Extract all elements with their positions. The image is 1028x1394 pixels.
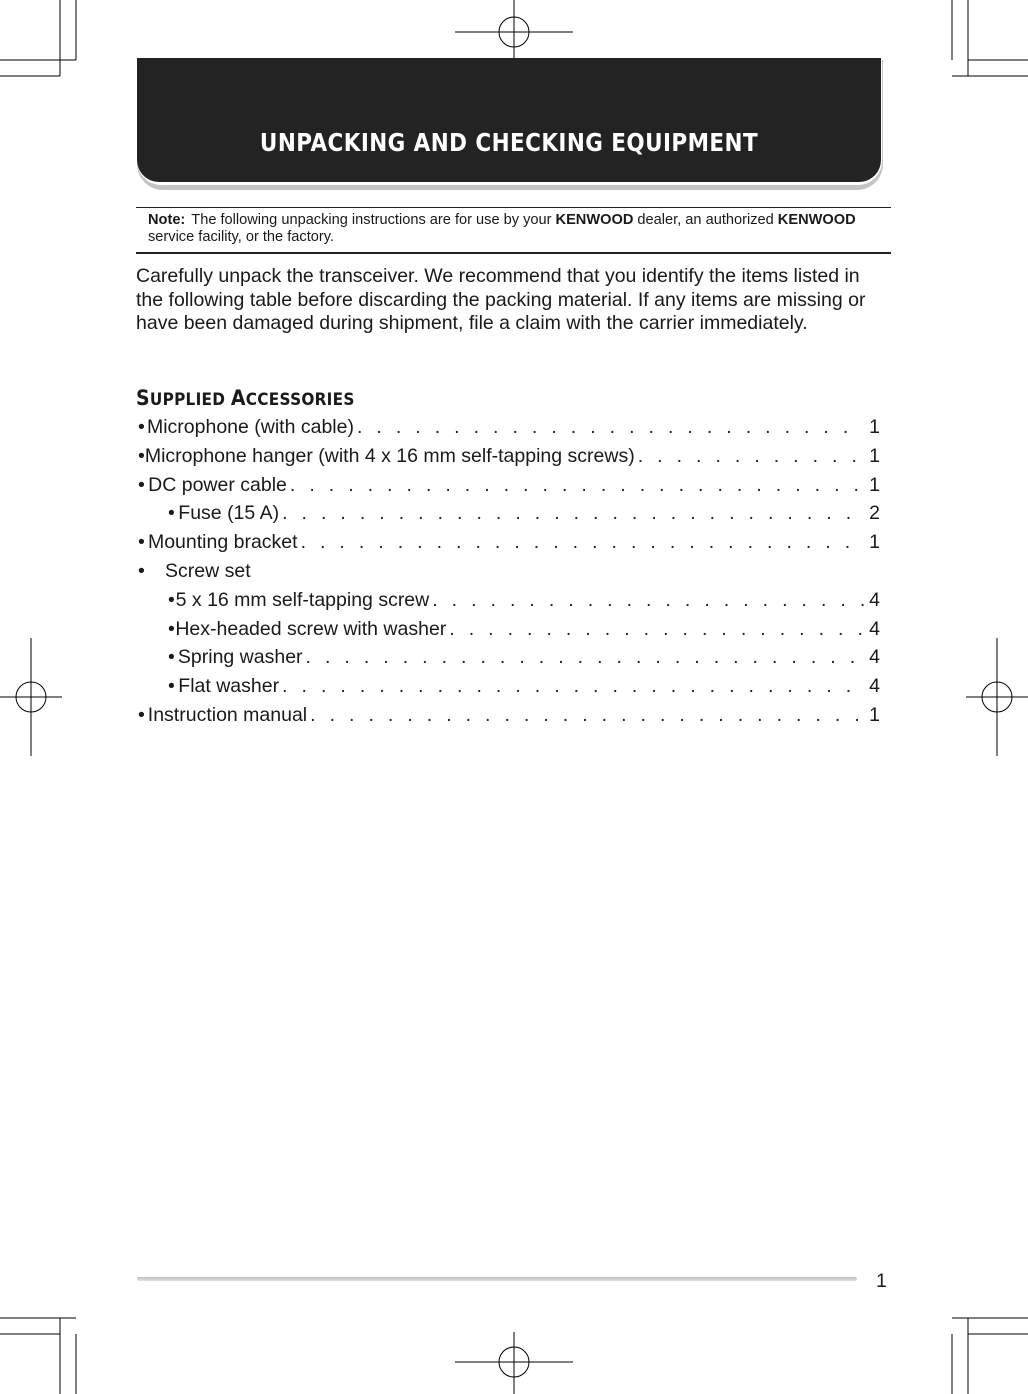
bullet: •: [138, 416, 145, 438]
registration-mark-bottom: [455, 1332, 573, 1394]
dot-leader: [279, 672, 864, 701]
bullet: •: [138, 531, 145, 554]
dot-leader: [279, 499, 864, 528]
item-label: Hex-headed screw with washer: [175, 617, 447, 640]
dot-leader: [446, 615, 864, 644]
item-quantity: 4: [869, 617, 880, 640]
bullet: •: [168, 646, 175, 669]
crop-mark-bottom-left: [0, 1318, 76, 1394]
list-item: [136, 413, 880, 442]
item-quantity: 4: [869, 588, 880, 611]
intro-paragraph: Carefully unpack the transceiver. We recommend that you identify the items listed in the following table before discarding the packing material. If any items are missing or have been damaged during shipment, file a claim with the carrier immediately.: [136, 265, 866, 334]
item-label: Mounting bracket: [147, 531, 298, 554]
item-quantity: 1: [869, 444, 880, 467]
item-quantity: 1: [869, 703, 880, 726]
note-text-1: The following unpacking instructions are for use by your: [191, 212, 556, 228]
note-brand-2: KENWOOD: [777, 212, 856, 228]
item-label: Spring washer: [177, 646, 303, 669]
note-text-3: service facility, or the factory.: [148, 229, 334, 245]
crop-mark-top-right: [952, 0, 1028, 76]
item-quantity: 1: [869, 473, 880, 496]
dot-leader: [635, 442, 864, 471]
item-label: Flat washer: [178, 675, 280, 698]
accessories-list: [136, 413, 880, 730]
note-label: Note:: [148, 212, 186, 228]
section-heading: SUPPLIED ACCESSORIES: [136, 386, 355, 410]
item-label: Microphone hanger (with 4 x 16 mm self-tapping screws): [144, 444, 635, 467]
dealer-note: [136, 207, 891, 254]
bullet: •: [168, 675, 175, 698]
crop-mark-bottom-right: [952, 1318, 1028, 1394]
list-subitem: [136, 499, 880, 528]
list-subitem: [136, 643, 880, 672]
item-label: Screw set: [165, 559, 251, 582]
item-quantity: 1: [869, 416, 880, 438]
page-number: 1: [876, 1270, 887, 1292]
note-brand-1: KENWOOD: [555, 212, 634, 228]
dot-leader: [287, 471, 864, 500]
list-item: [136, 471, 880, 500]
item-label: Microphone (with cable): [146, 416, 354, 438]
item-quantity: 4: [869, 675, 880, 698]
page-title: UNPACKING AND CHECKING EQUIPMENT: [259, 128, 759, 157]
item-label: Fuse (15 A): [178, 502, 280, 525]
dot-leader: [303, 643, 864, 672]
item-label: Instruction manual: [147, 703, 308, 726]
dot-leader: [354, 413, 864, 442]
bullet: •: [138, 473, 145, 496]
list-subitem: [136, 586, 880, 615]
title-banner: [137, 58, 881, 182]
note-text-2: dealer, an authorized: [633, 212, 778, 228]
bullet: •: [168, 588, 175, 611]
item-label: DC power cable: [148, 473, 287, 496]
registration-mark-left: [0, 638, 62, 756]
dot-leader: [298, 528, 864, 557]
bullet: •: [168, 617, 175, 640]
bullet: •: [168, 502, 175, 525]
bullet: •: [138, 703, 145, 726]
footer-rule: [137, 1277, 857, 1281]
list-subitem: [136, 615, 880, 644]
registration-mark-top: [455, 0, 573, 62]
item-label: 5 x 16 mm self-tapping screw: [175, 588, 430, 611]
registration-mark-right: [966, 638, 1028, 756]
list-item: [136, 528, 880, 557]
item-quantity: 4: [869, 646, 880, 669]
list-item: [136, 442, 880, 471]
crop-mark-top-left: [0, 0, 76, 76]
item-quantity: 2: [869, 502, 880, 525]
dot-leader: [307, 701, 864, 730]
item-quantity: 1: [869, 531, 880, 554]
bullet: •: [138, 444, 145, 467]
bullet: •: [138, 559, 145, 582]
list-subitem: [136, 672, 880, 701]
list-item: [136, 701, 880, 730]
dot-leader: [429, 586, 864, 615]
list-item: [136, 557, 880, 586]
